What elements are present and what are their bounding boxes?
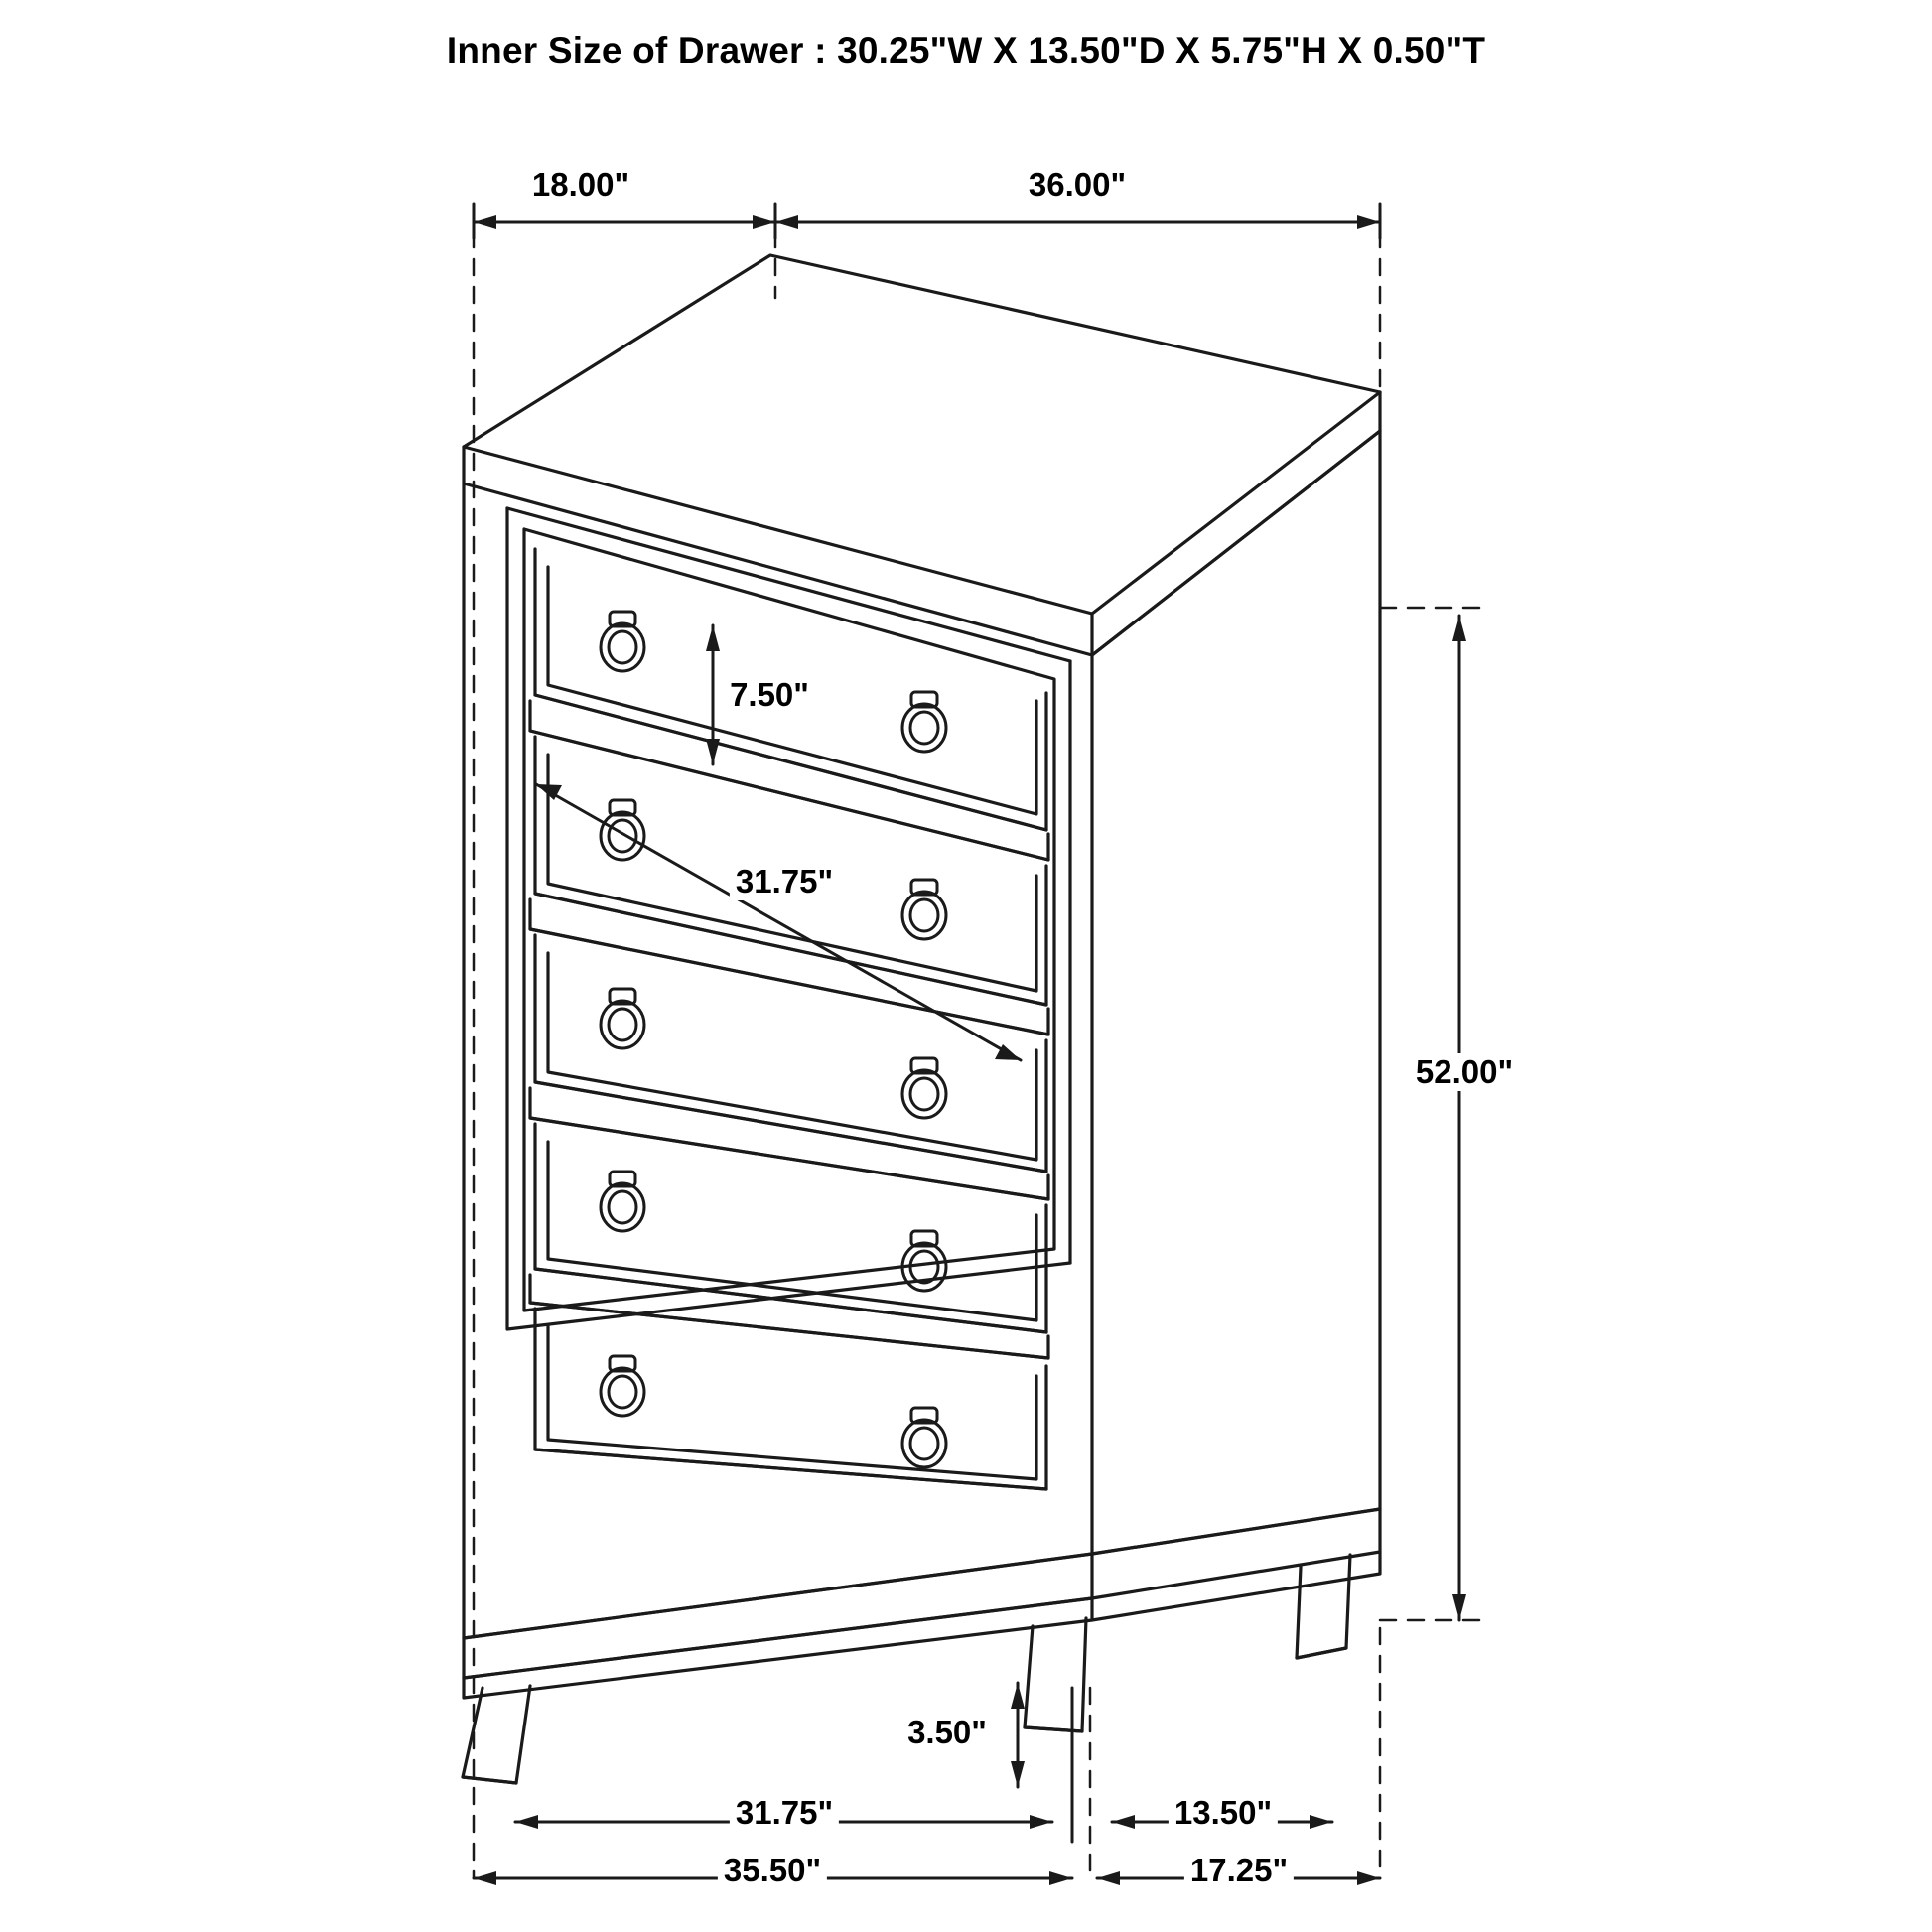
dim-bottom-front-inner: 31.75" — [730, 1794, 839, 1832]
dim-bottom-front-outer: 35.50" — [718, 1852, 827, 1889]
dim-drawer-face-height: 7.50" — [724, 676, 815, 714]
height-dimension-line — [1452, 616, 1466, 1620]
dim-top-left-depth: 18.00" — [526, 166, 635, 204]
page-title: Inner Size of Drawer : 30.25"W X 13.50"D X 5.75"H X 0.50"T — [446, 30, 1486, 70]
dim-bottom-side-outer: 17.25" — [1184, 1852, 1294, 1889]
dim-leg-height: 3.50" — [901, 1714, 993, 1751]
dim-bottom-side-inner: 13.50" — [1169, 1794, 1278, 1832]
handle — [601, 612, 644, 671]
handle — [902, 692, 946, 752]
top-dimension-lines — [474, 204, 1380, 238]
dim-overall-height: 52.00" — [1410, 1053, 1519, 1091]
handle — [601, 989, 644, 1048]
handle — [601, 1356, 644, 1416]
handle — [902, 1408, 946, 1467]
drawer-handles — [601, 612, 946, 1467]
handle — [601, 1172, 644, 1231]
dim-drawer-face-width: 31.75" — [730, 863, 839, 900]
handle — [902, 1058, 946, 1118]
handle — [902, 880, 946, 939]
handle — [601, 800, 644, 860]
dim-top-right-width: 36.00" — [1023, 166, 1132, 204]
leg-height-dimension — [1011, 1683, 1025, 1787]
